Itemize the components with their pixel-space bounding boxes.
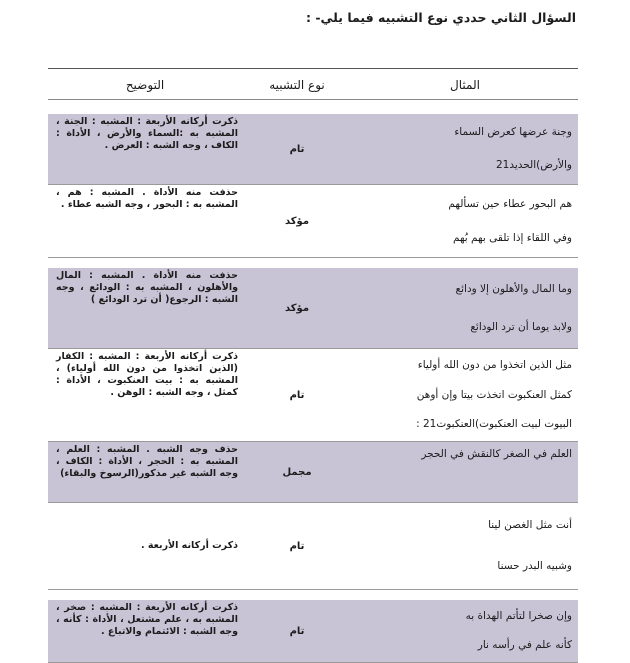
header-example: المثال	[450, 78, 480, 92]
example-line: وفي اللقاء إذا تلقى بهم بُهم	[452, 231, 572, 244]
example-cell	[352, 349, 578, 441]
example-cell	[352, 268, 578, 348]
example-line: كمثل العنكبوت اتخذت بيتا وإن أوهن	[416, 388, 572, 401]
table-header	[48, 69, 578, 100]
table-row	[48, 268, 578, 349]
example-line: العلم في الصغر كالنقش في الحجر	[421, 448, 572, 460]
type-cell: تام	[289, 389, 305, 401]
simile-table	[48, 68, 578, 663]
type-cell: تام	[289, 625, 305, 637]
type-cell: مجمل	[282, 466, 312, 478]
example-line: وشبيه البدر حسنا	[497, 560, 572, 573]
explanation-cell: حذف وجه الشبه . المشبه : العلم ، المشبه به : الحجر ، الأداة : الكاف ، وجه الشبه غير مذكور(الرسوخ والبقاء)	[56, 444, 238, 479]
question-title: السؤال الثاني حددي نوع التشبيه فيما يلي- :	[306, 10, 576, 25]
example-line: مثل الذين اتخذوا من دون الله أولياء	[417, 359, 572, 372]
example-cell	[352, 600, 578, 662]
example-cell	[352, 503, 578, 589]
explanation-cell: ذكرت أركانه الأربعة : المشبه : صخر ، المشبه به ، علم مشتعل ، الأداة : كأنه ، وجه الشبه : الائتمام والاتباع .	[56, 602, 238, 637]
header-type: نوع التشبيه	[269, 78, 325, 92]
type-cell: تام	[289, 143, 305, 155]
table-row	[48, 114, 578, 185]
example-line: وجنة عرضها كعرض السماء	[454, 126, 572, 139]
table-row	[48, 442, 578, 503]
type-cell: تام	[289, 540, 305, 552]
table-row	[48, 349, 578, 442]
explanation-cell: ذكرت أركانه الأربعة : المشبه : الكفار (الذين اتخذوا من دون الله أولياء) ، المشبه به : بيت العنكبوت ، الأداة : كمثل ، وجه الشبه : الوهن .	[56, 351, 238, 398]
explanation-cell: حذفت منه الأداة . المشبه : هم ، المشبه به : البحور ، وجه الشبه عطاء .	[56, 187, 238, 210]
example-cell	[352, 185, 578, 257]
example-line: وما المال والأهلون إلا ودائع	[455, 282, 572, 295]
example-cell	[352, 114, 578, 184]
example-line: هم البحور عطاء حين تسألهم	[448, 197, 572, 210]
type-cell: مؤكد	[284, 302, 310, 314]
example-line: وإن صخرا لتأتم الهداة به	[465, 610, 572, 623]
example-cell	[352, 442, 578, 502]
table-row	[48, 503, 578, 590]
explanation-cell: ذكرت أركانه الأربعة .	[140, 540, 238, 552]
header-explanation: التوضيح	[125, 78, 165, 92]
example-line: ولابد يوما أن ترد الودائع	[470, 320, 572, 333]
table-row	[48, 185, 578, 258]
example-line: والأرض)الحديد21	[495, 159, 572, 172]
type-cell: مؤكد	[284, 215, 310, 227]
explanation-cell: ذكرت أركانه الأربعة : المشبه : الجنة ، المشبه به :السماء والأرض ، الأداة : الكاف ، وجه الشبه : العرض .	[56, 116, 238, 151]
table-row	[48, 600, 578, 663]
explanation-cell: حذفت منه الأداة . المشبه : المال والأهلون ، المشبه به : الودائع ، وجه الشبه : الرجوع( أن ترد الودائع )	[56, 270, 238, 305]
example-line: أنت مثل الغصن لينا	[488, 519, 572, 532]
example-line: كأنه علم في رأسه نار	[477, 639, 572, 652]
example-line: البيوت لبيت العنكبوت)العنكبوت21 :	[416, 418, 572, 431]
